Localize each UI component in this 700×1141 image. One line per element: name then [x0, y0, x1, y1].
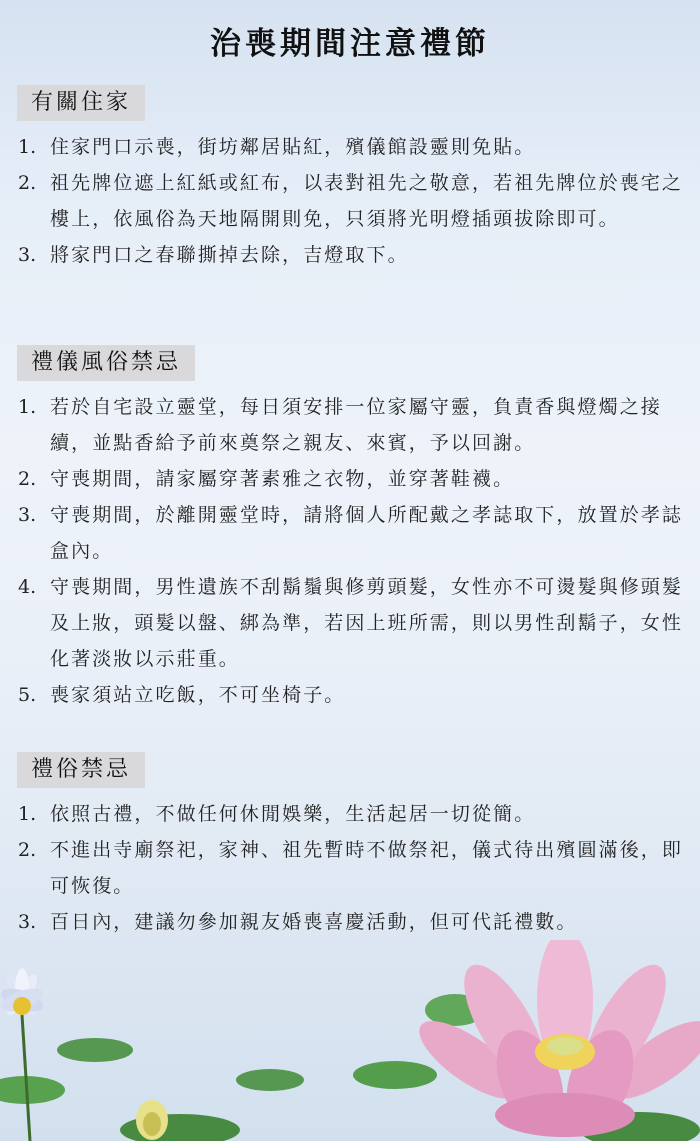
item-number: 1.	[18, 396, 37, 418]
item-text: 喪家須站立吃飯，不可坐椅子。	[50, 684, 346, 706]
lily-pad-icon	[0, 1076, 65, 1104]
item-text: 住家門口示喪，街坊鄰居貼紅，殯儀館設靈則免貼。	[50, 136, 536, 158]
item-number: 2.	[18, 468, 37, 490]
item-number: 4.	[18, 576, 37, 598]
item-list	[0, 129, 700, 273]
item-text: 守喪期間，於離開靈堂時，請將個人所配戴之孝誌取下，放置於孝誌盒內。	[50, 504, 684, 562]
list-item	[0, 796, 700, 832]
lily-pad-icon	[57, 1038, 133, 1062]
item-text: 守喪期間，男性遺族不刮鬍鬚與修剪頭髮，女性亦不可燙髮與修頭髮及上妝，頭髮以盤、綁為準，若因上班所需，則以男性刮鬍子，女性化著淡妝以示莊重。	[50, 576, 684, 670]
list-item	[0, 832, 700, 904]
section-heading: 禮俗禁忌	[17, 752, 145, 788]
pink-lotus-icon	[408, 940, 700, 1139]
item-list	[0, 796, 700, 940]
item-text: 將家門口之春聯撕掉去除，吉燈取下。	[50, 244, 409, 266]
lily-pad-icon	[353, 1061, 437, 1089]
item-text: 祖先牌位遮上紅紙或紅布，以表對祖先之敬意，若祖先牌位於喪宅之樓上，依風俗為天地隔開則免，只須將光明燈插頭拔除即可。	[50, 172, 684, 230]
list-item	[0, 569, 700, 677]
list-item	[0, 461, 700, 497]
list-item	[0, 497, 700, 569]
list-item	[0, 129, 700, 165]
section-heading: 禮儀風俗禁忌	[17, 345, 195, 381]
item-number: 5.	[18, 684, 37, 706]
item-text: 依照古禮，不做任何休閒娛樂，生活起居一切從簡。	[50, 803, 536, 825]
list-item	[0, 904, 700, 940]
item-text: 守喪期間，請家屬穿著素雅之衣物，並穿著鞋襪。	[50, 468, 515, 490]
item-number: 2.	[18, 839, 37, 861]
item-number: 3.	[18, 911, 37, 933]
list-item	[0, 389, 700, 461]
yellow-bud-icon	[136, 1100, 168, 1140]
list-item	[0, 165, 700, 237]
item-number: 3.	[18, 504, 37, 526]
item-text: 百日內，建議勿參加親友婚喪喜慶活動，但可代託禮數。	[50, 911, 578, 933]
item-text: 若於自宅設立靈堂，每日須安排一位家屬守靈，負責香與燈燭之接續，並點香給予前來奠祭之親友、來賓，予以回謝。	[50, 396, 662, 454]
page-title: 治喪期間注意禮節	[210, 26, 490, 62]
item-number: 1.	[18, 803, 37, 825]
item-number: 1.	[18, 136, 37, 158]
section-heading: 有關住家	[17, 85, 145, 121]
item-list	[0, 389, 700, 713]
lotus-illustration	[0, 940, 700, 1141]
lily-pad-icon	[236, 1069, 304, 1091]
item-text: 不進出寺廟祭祀，家神、祖先暫時不做祭祀，儀式待出殯圓滿後，即可恢復。	[50, 839, 684, 897]
item-number: 3.	[18, 244, 37, 266]
list-item	[0, 677, 700, 713]
item-number: 2.	[18, 172, 37, 194]
list-item	[0, 237, 700, 273]
white-lily-icon	[0, 968, 46, 1141]
